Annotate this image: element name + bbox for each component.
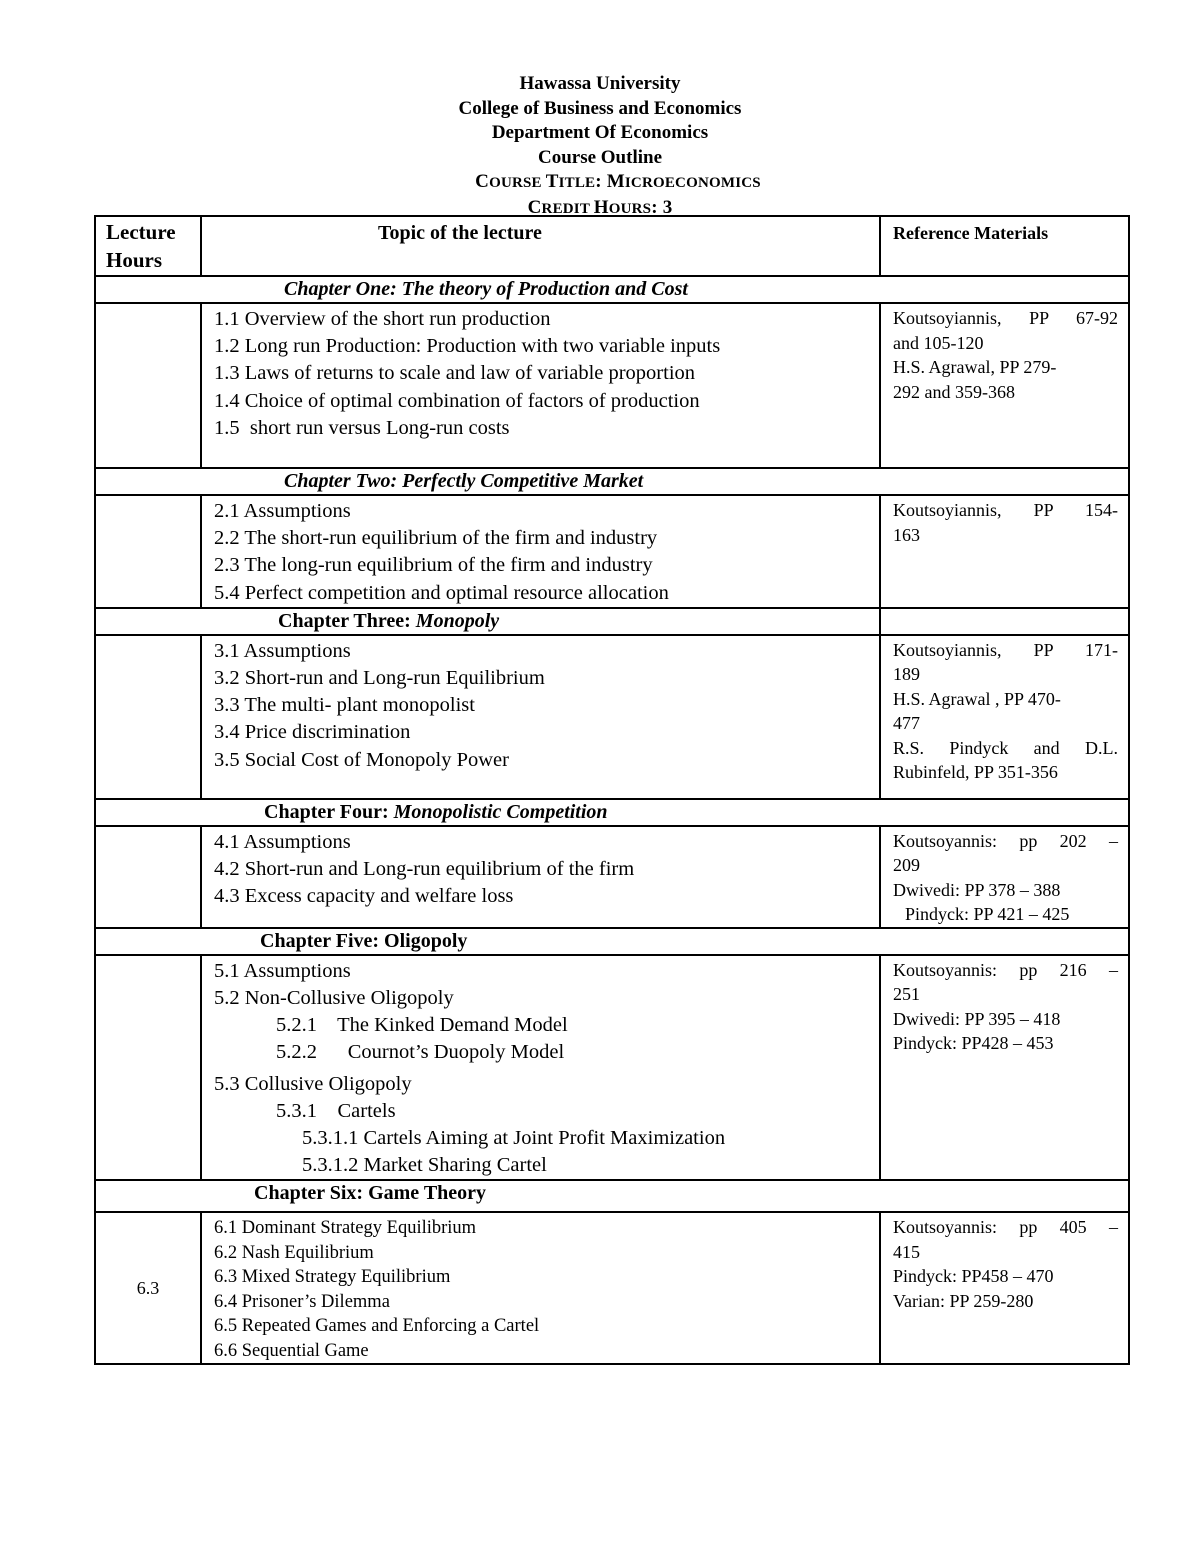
column-header-references: Reference Materials — [880, 216, 1129, 276]
topics-cell — [201, 303, 880, 468]
topic-item: 6.2 Nash Equilibrium — [214, 1242, 374, 1263]
reference-line: Dwivedi: PP 395 – 418 — [893, 1008, 1061, 1029]
topic-item: 6.1 Dominant Strategy Equilibrium — [214, 1218, 477, 1239]
reference-line: 477 — [893, 713, 920, 734]
references-cell — [880, 635, 1129, 799]
topic-item: 5.3.1.2 Market Sharing Cartel — [302, 1154, 547, 1177]
chapter-title-row — [95, 608, 1129, 635]
topic-item: 1.2 Long run Production: Production with two variable inputs — [214, 335, 721, 358]
chapter-two-title: Chapter Two: Perfectly Competitive Market — [95, 468, 1129, 495]
college-name: College of Business and Economics — [458, 97, 742, 119]
empty-cell — [880, 608, 1129, 635]
topic-item: 2.2 The short-run equilibrium of the firm and industry — [214, 527, 658, 550]
topics-cell — [201, 635, 880, 799]
department-name: Department Of Economics — [491, 122, 709, 143]
topic-item: 3.2 Short-run and Long-run Equilibrium — [214, 667, 545, 690]
reference-line: Koutsoyannis: pp 202 – — [893, 830, 1118, 851]
topic-item: 5.3 Collusive Oligopoly — [214, 1072, 412, 1095]
chapter-title-row — [95, 276, 1129, 303]
column-header-topic: Topic of the lecture — [201, 216, 880, 276]
topic-item: 6.4 Prisoner’s Dilemma — [214, 1291, 390, 1312]
reference-line: Koutsoyiannis, PP 154- — [893, 500, 1118, 520]
document-title: Course Outline — [537, 146, 663, 168]
topics-cell — [201, 495, 880, 608]
lecture-hours-cell — [95, 303, 201, 468]
topic-item: 5.3.1 Cartels — [276, 1099, 396, 1122]
table-header-row — [95, 216, 1129, 276]
chapter-content-row — [95, 495, 1129, 608]
reference-line: 251 — [893, 984, 920, 1005]
topic-item: 6.6 Sequential Game — [214, 1340, 369, 1361]
chapter-one-title: Chapter One: The theory of Production and Cost — [95, 276, 1129, 303]
reference-line: Koutsoyiannis, PP 171- — [893, 639, 1118, 660]
course-title: COURSE TITLE: MICROECONOMICS — [475, 171, 761, 192]
references-cell — [880, 955, 1129, 1181]
reference-line: 189 — [893, 664, 920, 685]
references-cell — [880, 826, 1129, 928]
reference-line: Pindyck: PP 421 – 425 — [905, 904, 1070, 925]
topic-item: 3.5 Social Cost of Monopoly Power — [214, 748, 509, 771]
chapter-four-title: Chapter Four: Monopolistic Competition — [95, 799, 1129, 826]
chapter-content-row — [95, 826, 1129, 928]
topic-item: 1.5 short run versus Long-run costs — [214, 416, 510, 439]
topic-item: 6.5 Repeated Games and Enforcing a Cartel — [214, 1316, 540, 1337]
chapter-six-title: Chapter Six: Game Theory — [95, 1180, 1129, 1212]
topic-item: 6.3 Mixed Strategy Equilibrium — [214, 1267, 451, 1288]
reference-line: Koutsoyannis: pp 216 – — [893, 959, 1118, 980]
chapter-title-row — [95, 1180, 1129, 1212]
university-name: Hawassa University — [519, 73, 681, 94]
chapter-content-row — [95, 955, 1129, 1181]
chapter-content-row — [95, 303, 1129, 468]
topic-item: 5.2.1 The Kinked Demand Model — [276, 1014, 568, 1037]
chapter-content-row — [95, 1212, 1129, 1364]
reference-line: R.S. Pindyck and D.L. — [893, 737, 1118, 758]
topic-item: 2.1 Assumptions — [214, 500, 351, 522]
reference-line: 209 — [893, 855, 920, 876]
topic-item: 1.3 Laws of returns to scale and law of variable proportion — [214, 362, 696, 385]
document-header — [0, 72, 1200, 221]
reference-line: Dwivedi: PP 378 – 388 — [893, 879, 1061, 900]
reference-line: 292 and 359-368 — [893, 381, 1015, 402]
topic-item: 3.4 Price discrimination — [214, 721, 411, 744]
topic-item: 3.1 Assumptions — [214, 639, 351, 662]
lecture-hours-cell: 6.3 — [95, 1212, 201, 1364]
topics-cell — [201, 826, 880, 928]
lecture-hours-cell — [95, 955, 201, 1181]
topic-item: 3.3 The multi- plant monopolist — [214, 694, 475, 717]
reference-line: Rubinfeld, PP 351-356 — [893, 762, 1058, 783]
topic-item: 5.2.2 Cournot’s Duopoly Model — [276, 1041, 565, 1064]
reference-line: 163 — [893, 524, 920, 545]
topic-item: 4.2 Short-run and Long-run equilibrium of the firm — [214, 858, 635, 881]
lecture-hours-cell — [95, 495, 201, 608]
topic-item: 4.3 Excess capacity and welfare loss — [214, 885, 514, 908]
references-cell — [880, 1212, 1129, 1364]
references-cell — [880, 495, 1129, 608]
topic-item: 5.1 Assumptions — [214, 959, 351, 982]
credit-hours: CREDIT HOURS: 3 — [527, 196, 673, 218]
lecture-hours-cell — [95, 826, 201, 928]
chapter-title-row — [95, 468, 1129, 495]
reference-line: Koutsoyiannis, PP 67-92 — [893, 308, 1118, 328]
topic-item: 2.3 The long-run equilibrium of the firm and industry — [214, 554, 653, 577]
topic-item: 5.2 Non-Collusive Oligopoly — [214, 987, 454, 1010]
reference-line: Koutsoyannis: pp 405 – — [893, 1217, 1118, 1238]
reference-line: H.S. Agrawal , PP 470- — [893, 688, 1061, 709]
topic-item: 5.4 Perfect competition and optimal resource allocation — [214, 581, 669, 604]
topic-item: 1.1 Overview of the short run production — [214, 308, 551, 330]
topic-item: 5.3.1.1 Cartels Aiming at Joint Profit Maximization — [302, 1127, 726, 1150]
column-header-lecture-hours: Lecture Hours — [95, 216, 201, 276]
course-outline-table — [94, 215, 1130, 1365]
topic-item: 1.4 Choice of optimal combination of factors of production — [214, 389, 700, 412]
chapter-five-title: Chapter Five: Oligopoly — [95, 928, 1129, 955]
chapter-three-title: Chapter Three: Monopoly — [95, 608, 880, 635]
chapter-title-row — [95, 799, 1129, 826]
reference-line: Pindyck: PP428 – 453 — [893, 1033, 1054, 1054]
reference-line: and 105-120 — [893, 332, 984, 353]
topics-cell — [201, 955, 880, 1181]
references-cell — [880, 303, 1129, 468]
reference-line: H.S. Agrawal, PP 279- — [893, 357, 1057, 377]
reference-line: Pindyck: PP458 – 470 — [893, 1266, 1054, 1287]
lecture-hours-cell — [95, 635, 201, 799]
topics-cell — [201, 1212, 880, 1364]
reference-line: 415 — [893, 1241, 920, 1262]
chapter-content-row — [95, 635, 1129, 799]
reference-line: Varian: PP 259-280 — [893, 1290, 1034, 1311]
chapter-title-row — [95, 928, 1129, 955]
topic-item: 4.1 Assumptions — [214, 830, 351, 853]
